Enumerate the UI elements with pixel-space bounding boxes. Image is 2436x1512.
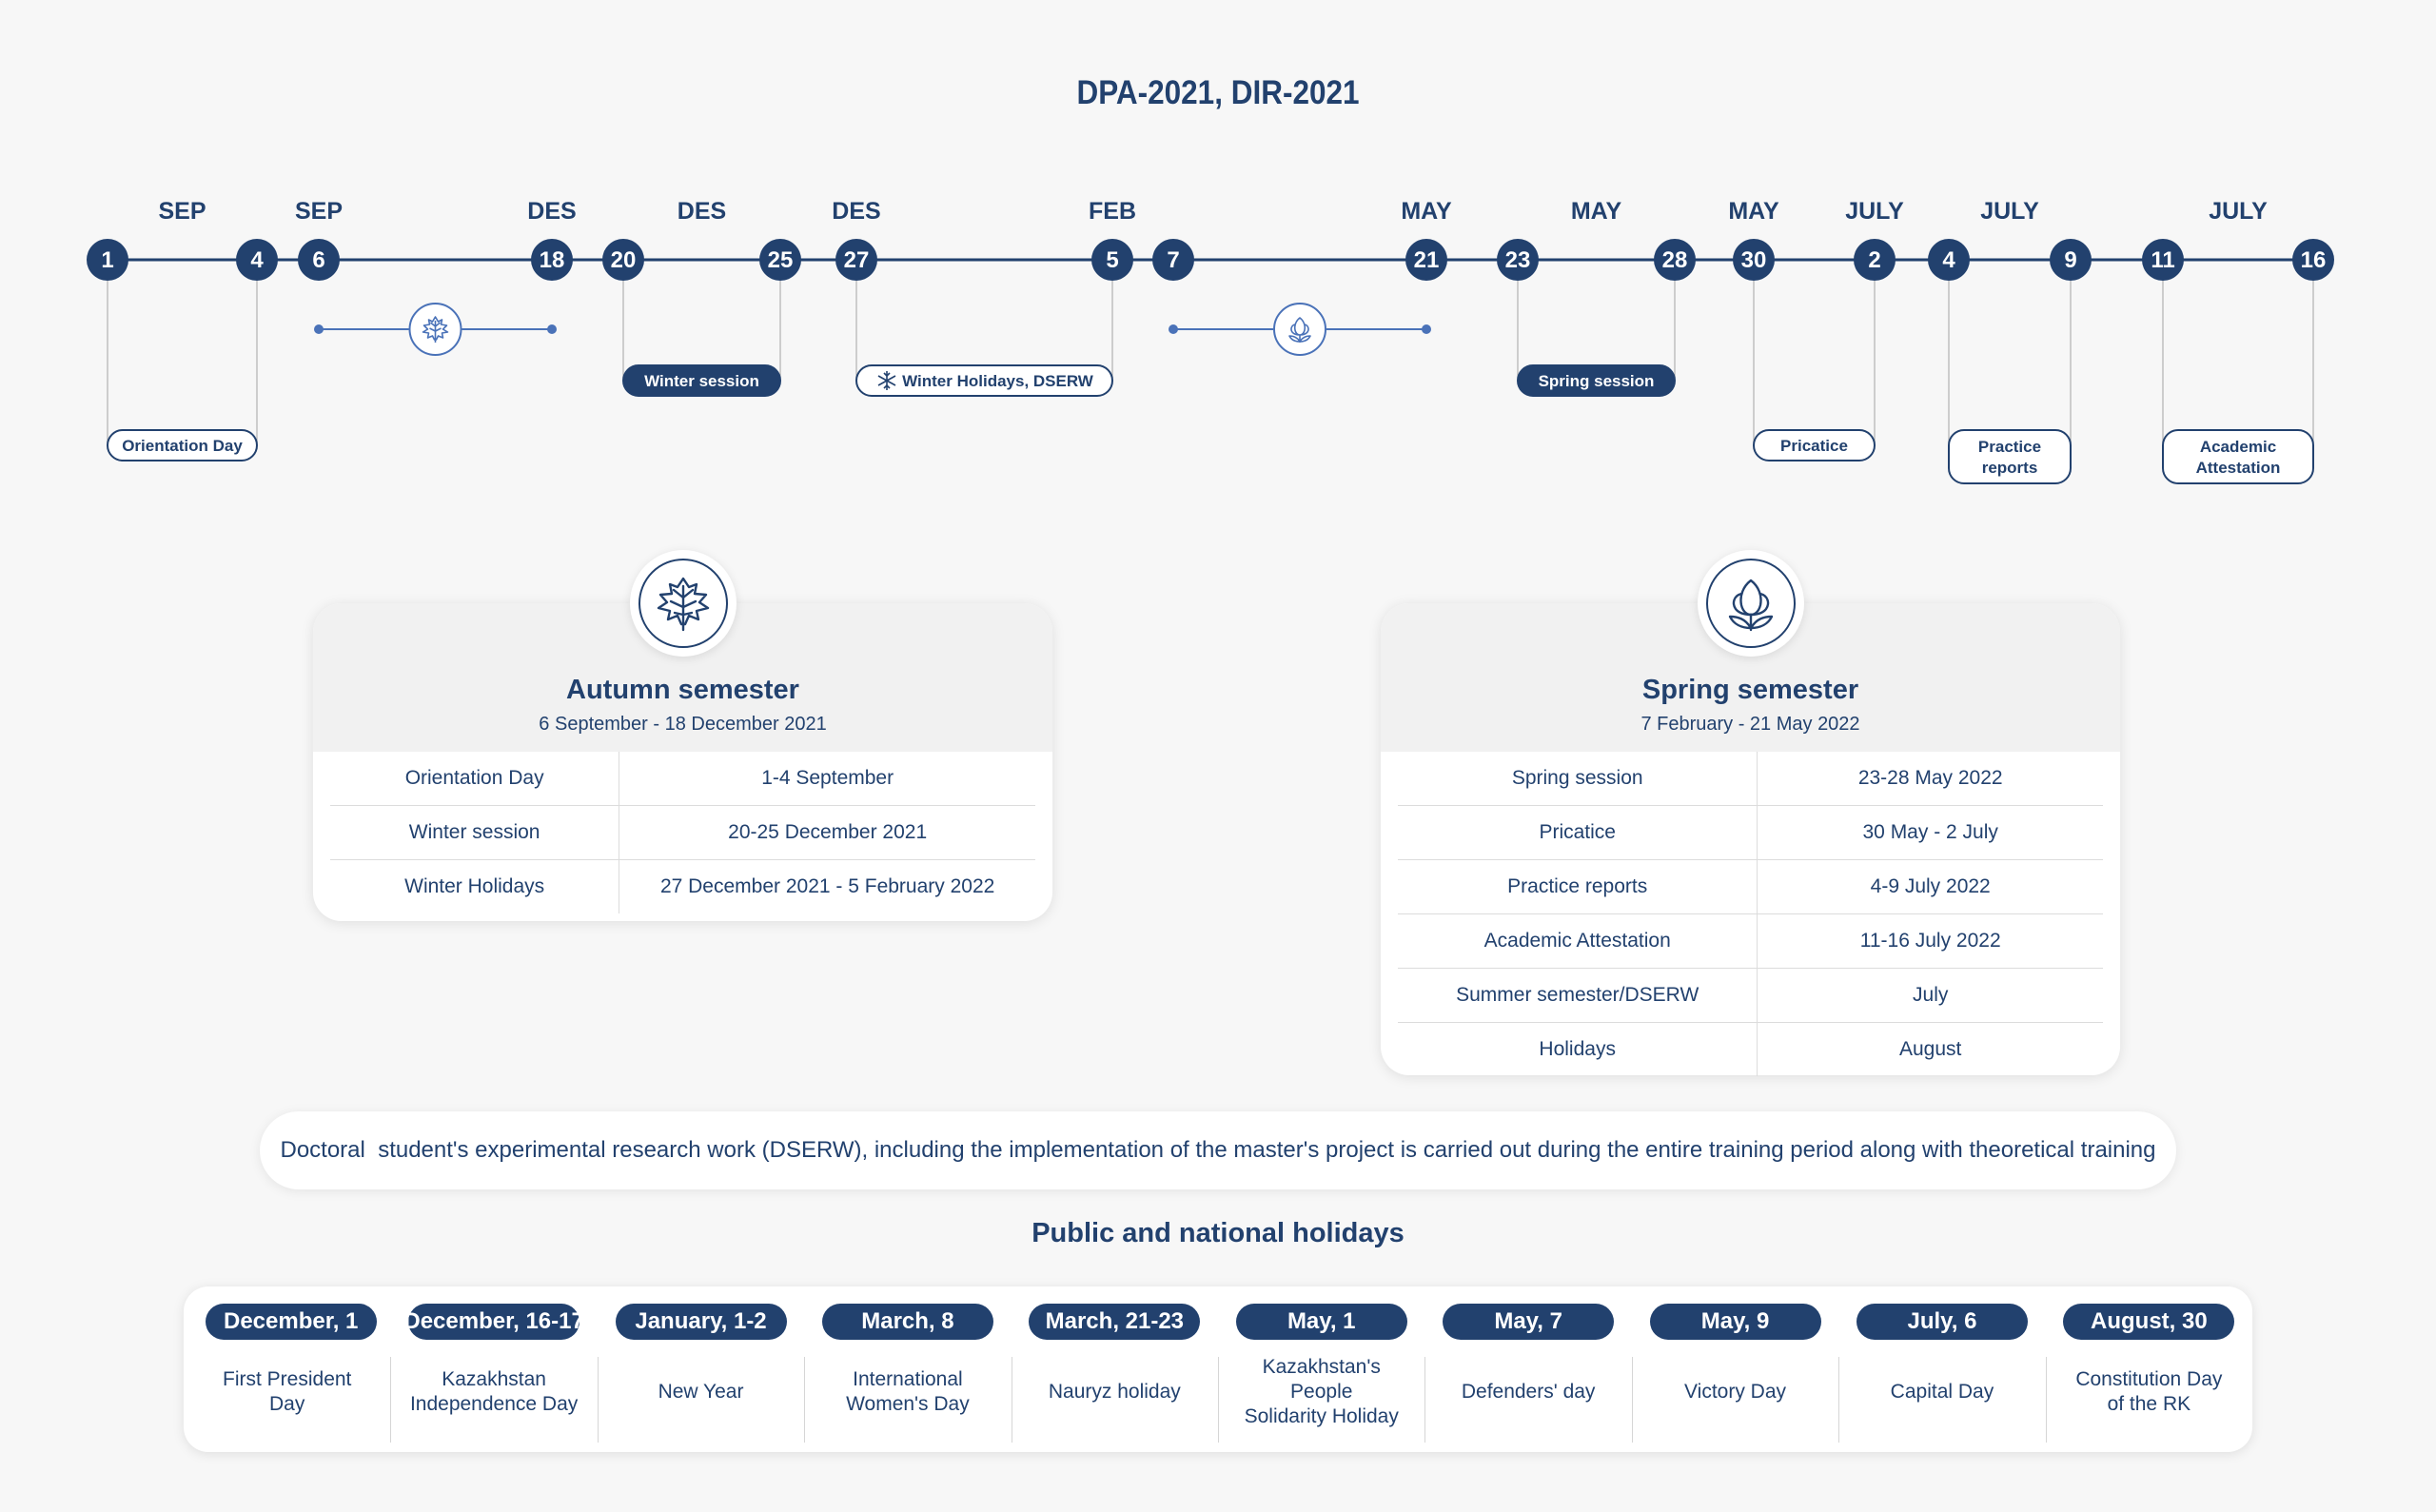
- holiday-item: [804, 1286, 1011, 1452]
- table-row: [1398, 860, 2103, 914]
- table-row: [1398, 752, 2103, 806]
- holiday-name: Defenders' day: [1461, 1381, 1596, 1403]
- timeline-node-day: 28: [1661, 247, 1688, 273]
- spring-subtitle: 7 February - 21 May 2022: [1640, 714, 1860, 735]
- holiday-item: [1632, 1286, 1838, 1452]
- timeline-node-day: 6: [312, 247, 325, 273]
- holiday-date-badge: May, 7: [1443, 1304, 1614, 1340]
- timeline-node-day: 5: [1106, 247, 1119, 273]
- holiday-date-badge: August, 30: [2063, 1304, 2234, 1340]
- timeline-label-text: Spring session: [1538, 372, 1655, 390]
- timeline-label-text: reports: [1981, 459, 2038, 477]
- table-row: [1398, 969, 2103, 1023]
- table-cell: 11-16 July 2022: [1758, 914, 2103, 969]
- timeline-month-label: JULY: [2209, 198, 2268, 225]
- table-cell: Winter Holidays: [330, 860, 619, 914]
- holiday-item: [598, 1286, 804, 1452]
- holiday-name: Constitution Day of the RK: [2075, 1368, 2223, 1415]
- holiday-name: Nauryz holiday: [1048, 1381, 1181, 1403]
- autumn-card-icon-badge: [630, 550, 737, 657]
- table-row: [330, 806, 1035, 860]
- table-cell: Orientation Day: [330, 752, 619, 806]
- table-cell: Academic Attestation: [1398, 914, 1758, 969]
- timeline-label-text: Practice: [1977, 438, 2042, 456]
- table-cell: Holidays: [1398, 1023, 1758, 1077]
- spring-card-icon-badge: [1698, 550, 1804, 657]
- timeline-node-day: 7: [1167, 247, 1180, 273]
- holiday-item: [1218, 1286, 1424, 1452]
- timeline-node-day: 25: [767, 247, 794, 273]
- timeline-node-day: 11: [2151, 247, 2175, 273]
- timeline-label-text: Orientation Day: [122, 437, 243, 455]
- table-cell: August: [1899, 1038, 1962, 1060]
- spring-title: Spring semester: [1641, 675, 1859, 705]
- timeline-month-label: MAY: [1728, 198, 1779, 225]
- table-row: [330, 860, 1035, 914]
- table-cell: 20-25 December 2021: [619, 806, 1035, 860]
- bracket-icon-circle: [1274, 304, 1326, 355]
- timeline-month-label: DES: [832, 198, 881, 225]
- timeline-month-label: FEB: [1089, 198, 1136, 225]
- timeline-label-text: Winter session: [644, 372, 759, 390]
- bracket-end-dot: [1422, 324, 1431, 334]
- timeline-node-day: 18: [539, 247, 565, 273]
- holiday-date-badge: January, 1-2: [616, 1304, 787, 1340]
- timeline-month-label: JULY: [1980, 198, 2039, 225]
- holiday-name: New Year: [658, 1381, 744, 1403]
- page-title: DPA-2021, DIR-2021: [1076, 74, 1360, 111]
- holiday-name: Kazakhstan Independence Day: [409, 1368, 579, 1415]
- autumn-table: [330, 752, 1035, 913]
- timeline-node-day: 16: [2300, 247, 2327, 273]
- timeline-month-label: MAY: [1401, 198, 1452, 225]
- holiday-item: [1424, 1286, 1631, 1452]
- table-row: [330, 752, 1035, 806]
- timeline-label-text: Pricatice: [1780, 437, 1848, 455]
- table-cell: 30 May - 2 July: [1758, 806, 2103, 860]
- holiday-date-badge: December, 16-17: [408, 1304, 580, 1340]
- table-cell: Winter session: [330, 806, 619, 860]
- holiday-item: [184, 1286, 390, 1452]
- holiday-date-badge: March, 21-23: [1029, 1304, 1200, 1340]
- timeline-node-day: 9: [2064, 247, 2077, 273]
- table-cell: Pricatice: [1398, 806, 1758, 860]
- autumn-title: Autumn semester: [566, 675, 799, 705]
- table-row: [1398, 1023, 2103, 1077]
- holiday-item: [1012, 1286, 1218, 1452]
- timeline-node-day: 20: [610, 247, 637, 273]
- holidays-title: Public and national holidays: [1031, 1218, 1405, 1248]
- table-row: [1398, 806, 2103, 860]
- table-cell: 23-28 May 2022: [1758, 752, 2103, 806]
- timeline-node-day: 23: [1504, 247, 1531, 273]
- timeline-node-day: 1: [101, 247, 114, 273]
- holiday-date-badge: March, 8: [822, 1304, 993, 1340]
- timeline-node-day: 30: [1740, 247, 1767, 273]
- timeline-node-day: 4: [1942, 247, 1955, 273]
- timeline-label-text: Academic: [2199, 438, 2277, 456]
- timeline-month-label: DES: [527, 198, 577, 225]
- holidays-table: [184, 1286, 2252, 1452]
- spring-semester-card: [1381, 603, 2120, 1075]
- holiday-date-badge: July, 6: [1856, 1304, 2028, 1340]
- table-cell: Practice reports: [1398, 860, 1758, 914]
- timeline-node-day: 21: [1413, 247, 1440, 273]
- holiday-name: Capital Day: [1890, 1381, 1994, 1403]
- table-cell: 1-4 September: [619, 752, 1035, 806]
- holiday-name: First President Day: [223, 1368, 352, 1415]
- table-cell: 4-9 July 2022: [1758, 860, 2103, 914]
- holiday-name: Victory Day: [1684, 1381, 1787, 1403]
- timeline: [0, 0, 2436, 514]
- holiday-name: Kazakhstan's People Solidarity Holiday: [1244, 1356, 1399, 1427]
- timeline-month-label: SEP: [294, 198, 344, 225]
- holiday-name: International Women's Day: [846, 1368, 970, 1415]
- table-row: [1398, 914, 2103, 969]
- bracket-end-dot: [547, 324, 557, 334]
- timeline-month-label: JULY: [1845, 198, 1904, 225]
- table-cell: Spring session: [1398, 752, 1758, 806]
- holiday-date-badge: May, 1: [1236, 1304, 1407, 1340]
- holiday-date-badge: May, 9: [1650, 1304, 1821, 1340]
- dserw-note: Doctoral student's experimental research work (DSERW), including the implementation of the master's project is carried out during the entire training period along with theoretical training: [260, 1111, 2176, 1189]
- holiday-date-badge: December, 1: [206, 1304, 377, 1340]
- timeline-month-label: DES: [677, 198, 727, 225]
- table-cell: 27 December 2021 - 5 February 2022: [659, 875, 995, 897]
- timeline-label-text: Attestation: [2195, 459, 2281, 477]
- table-cell: July: [1758, 969, 2103, 1023]
- timeline-node-day: 4: [250, 247, 264, 273]
- bracket-end-dot: [314, 324, 324, 334]
- leaf-icon: [655, 575, 712, 632]
- holiday-item: [1838, 1286, 2045, 1452]
- table-cell: Summer semester/DSERW: [1398, 969, 1758, 1023]
- tulip-icon: [1721, 574, 1780, 633]
- timeline-month-label: SEP: [158, 198, 206, 225]
- spring-table: [1398, 752, 2103, 1076]
- bracket-end-dot: [1169, 324, 1178, 334]
- timeline-node-day: 27: [843, 247, 870, 273]
- holiday-item: [390, 1286, 597, 1452]
- holiday-item: [2046, 1286, 2252, 1452]
- timeline-month-label: MAY: [1570, 198, 1622, 225]
- timeline-label-text: Winter Holidays, DSERW: [902, 372, 1093, 390]
- timeline-node-day: 2: [1868, 247, 1881, 273]
- autumn-semester-card: [313, 603, 1052, 921]
- autumn-subtitle: 6 September - 18 December 2021: [539, 714, 827, 735]
